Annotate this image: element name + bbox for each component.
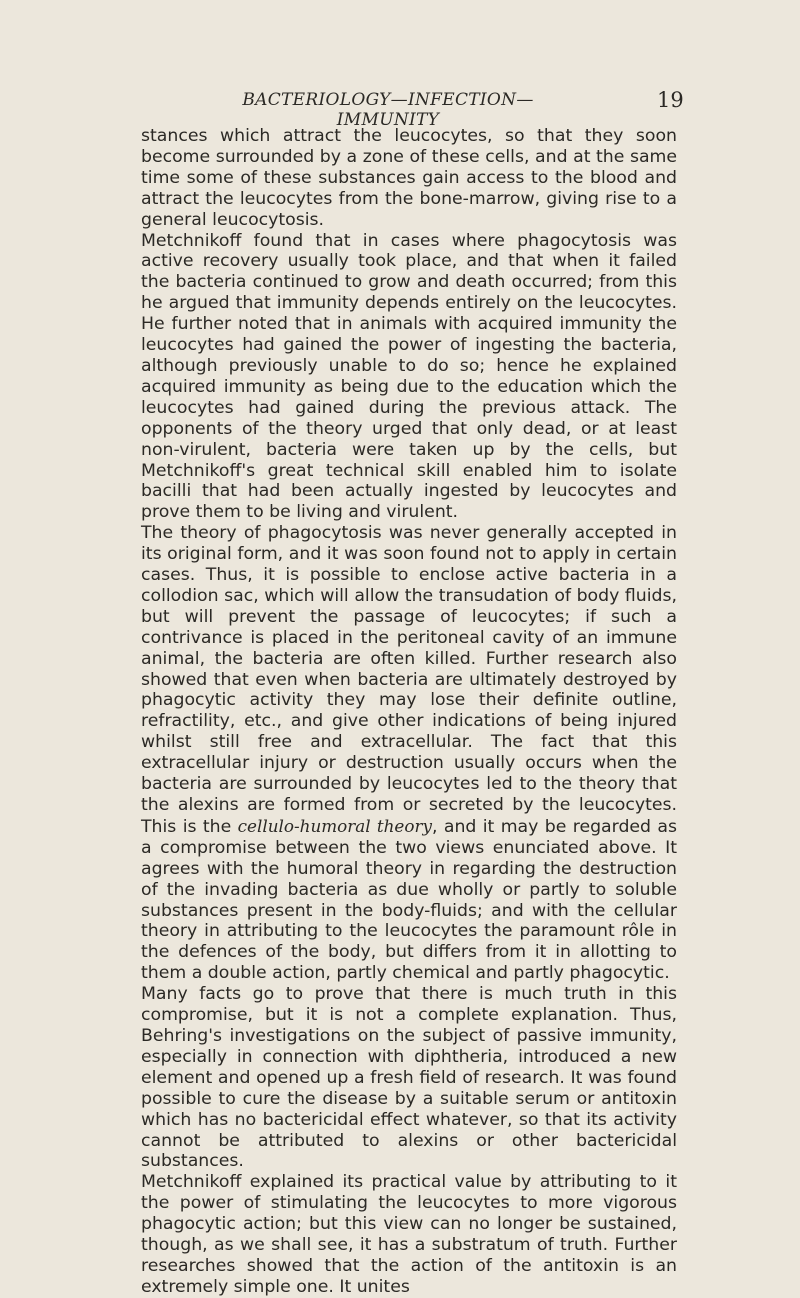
emphasized-term: cellulo-humoral theory bbox=[237, 815, 432, 836]
paragraph: Many facts go to prove that there is much truth in this compromise, but it is not a complete explanation. Thus, Behring's investigations on the subject of passive immunity, especially in connection with diphtheria, introduced a new element and opened up a fresh field of research. It was found possible to cure the disease by a suitable serum or antitoxin which has no bactericidal effect whatever, so that its activity cannot be attributed to alexins or other bactericidal substances. bbox=[141, 984, 677, 1172]
paragraph: Metchnikoff explained its practical value by attributing to it the power of stimulating the leucocytes to more vigorous phagocytic action; but this view can no longer be sustained, though, as we shall see, it has a substratum of truth. Further researches showed that the action of the antitoxin is an extremely simple one. It unites bbox=[141, 1172, 677, 1297]
paragraph: stances which attract the leucocytes, so that they soon become surrounded by a zone of these cells, and at the same time some of these substances gain access to the blood and attract the leucocytes from the bone-marrow, giving rise to a general leucocytosis. bbox=[141, 126, 677, 230]
paragraph-text: , and it may be regarded as a compromise between the two views enunciated above. It agrees with the humoral theory in regarding the destruction of the invading bacteria as due wholly or partly to soluble substances present in the body-fluids; and with the cellular theory in attributing to the leucocytes the paramount rôle in the defences of the body, but differs from it in allotting to them a double action, partly chemical and partly phagocytic. bbox=[141, 816, 677, 984]
paragraph: Metchnikoff found that in cases where phagocytosis was active recovery usually took place, and that when it failed the bacteria continued to grow and death occurred; from this he argued that immunity depends entirely on the leucocytes. He further noted that in animals with acquired immunity the leucocytes had gained the power of ingesting the bacteria, although previously unable to do so; hence he explained acquired immunity as being due to the education which the leucocytes had gained during the previous attack. The opponents of the theory urged that only dead, or at least non-virulent, bacteria were taken up by the cells, but Metchnikoff's great technical skill enabled him to isolate bacilli that had been actually ingested by leucocytes and prove them to be living and virulent. bbox=[141, 230, 677, 523]
body-text bbox=[141, 126, 677, 1298]
running-head: BACTERIOLOGY—INFECTION—IMMUNITY bbox=[242, 90, 534, 130]
paragraph-text: The theory of phagocytosis was never generally accepted in its original form, and it was soon found not to apply in certain cases. Thus, it is possible to enclose active bacteria in a collodion sac, which will allow the transudation of body fluids, but will prevent the passage of leucocytes; if such a contrivance is placed in the peritoneal cavity of an immune animal, the bacteria are often killed. Further research also showed that even when bacteria are ultimately destroyed by phagocytic activity they may lose their definite outline, refractility, etc., and give other indications of being injured whilst still free and extracellular. The fact that this extracellular injury or destruction usually occurs when the bacteria are surrounded by leucocytes led to the theory that the alexins are formed from or secreted by the leucocytes. This is the bbox=[141, 523, 677, 837]
paragraph bbox=[141, 523, 677, 984]
page-number: 19 bbox=[657, 88, 684, 112]
